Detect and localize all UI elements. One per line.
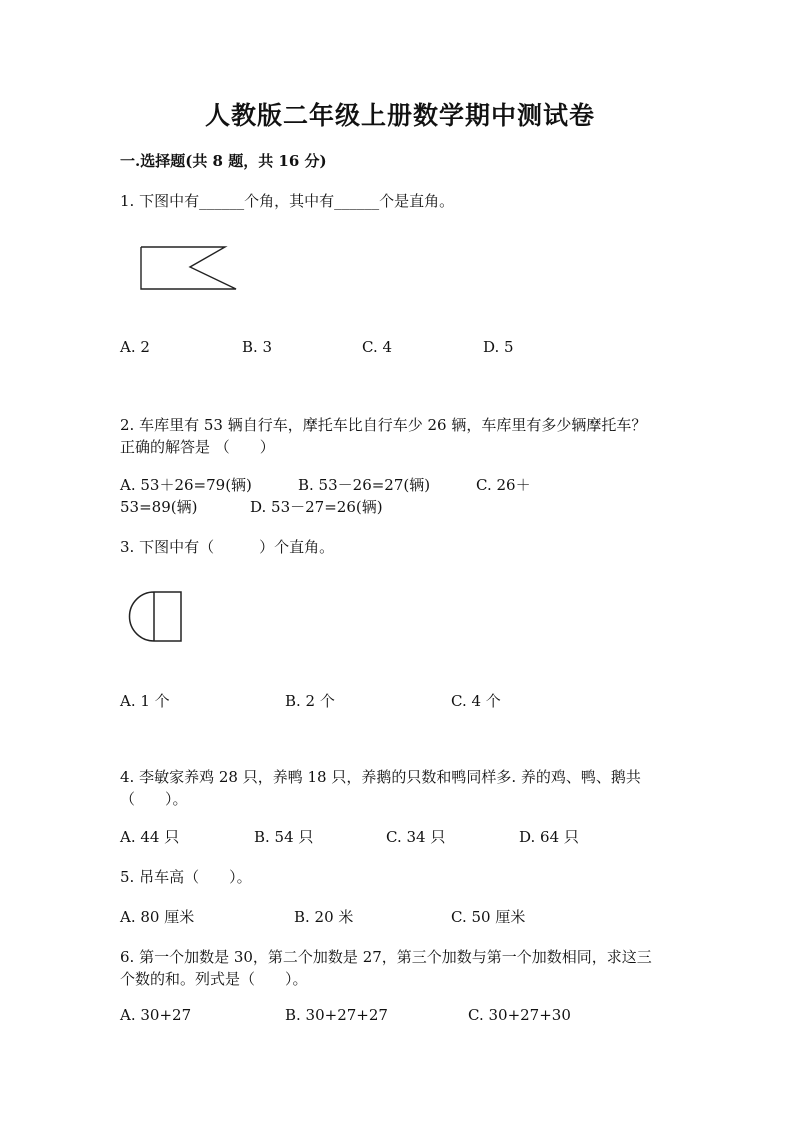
q4-option-c[interactable]: C. 34 只 xyxy=(386,828,446,846)
q6-option-a[interactable]: A. 30+27 xyxy=(120,1006,192,1024)
q1-option-d[interactable]: D. 5 xyxy=(483,338,514,356)
q5-option-a[interactable]: A. 80 厘米 xyxy=(120,908,195,926)
q1-option-a[interactable]: A. 2 xyxy=(120,338,150,356)
question-2-line2: 正确的解答是 （ ） xyxy=(120,438,275,456)
q3-option-a[interactable]: A. 1 个 xyxy=(120,692,170,710)
page-title: 人教版二年级上册数学期中测试卷 xyxy=(204,101,595,130)
question-2-line1: 2. 车库里有 53 辆自行车，摩托车比自行车少 26 辆，车库里有多少辆摩托车？ xyxy=(120,416,647,434)
q2-option-d[interactable]: D. 53－27=26(辆) xyxy=(250,498,383,516)
q4-option-d[interactable]: D. 64 只 xyxy=(519,828,579,846)
notched-flag-shape xyxy=(141,247,236,289)
q4-option-b[interactable]: B. 54 只 xyxy=(254,828,314,846)
q1-option-c[interactable]: C. 4 xyxy=(362,338,393,356)
q5-option-b[interactable]: B. 20 米 xyxy=(294,908,354,926)
q3-option-c[interactable]: C. 4 个 xyxy=(451,692,501,710)
q4-option-a[interactable]: A. 44 只 xyxy=(120,828,180,846)
q6-option-c[interactable]: C. 30+27+30 xyxy=(468,1006,571,1024)
question-1-figure xyxy=(138,244,242,294)
q3-option-b[interactable]: B. 2 个 xyxy=(285,692,335,710)
question-3-text: 3. 下图中有（ ）个直角。 xyxy=(120,538,335,556)
question-4-line1: 4. 李敏家养鸡 28 只，养鸭 18 只，养鹅的只数和鸭同样多. 养的鸡、鸭、鹅共 xyxy=(120,768,641,786)
q5-option-c[interactable]: C. 50 厘米 xyxy=(451,908,526,926)
q1-option-b[interactable]: B. 3 xyxy=(242,338,273,356)
q6-option-b[interactable]: B. 30+27+27 xyxy=(285,1006,388,1024)
q2-option-c-continued[interactable]: 53=89(辆) xyxy=(120,498,198,516)
question-6-line1: 6. 第一个加数是 30，第二个加数是 27，第三个加数与第一个加数相同，求这三 xyxy=(120,948,652,966)
q2-option-b[interactable]: B. 53－26=27(辆) xyxy=(298,476,431,494)
question-1-text: 1. 下图中有______个角，其中有______个是直角。 xyxy=(120,192,455,210)
section-heading: 一.选择题(共 8 题，共 16 分) xyxy=(120,152,327,170)
q2-option-c[interactable]: C. 26＋ xyxy=(476,476,531,494)
half-circle-square-shape xyxy=(130,592,182,641)
question-5-text: 5. 吊车高（ ）。 xyxy=(120,868,252,886)
q2-option-a[interactable]: A. 53＋26=79(辆) xyxy=(120,476,252,494)
question-6-line2: 个数的和。列式是（ ）。 xyxy=(120,970,308,988)
question-3-figure xyxy=(124,590,186,644)
question-4-line2: （ ）。 xyxy=(120,790,188,808)
